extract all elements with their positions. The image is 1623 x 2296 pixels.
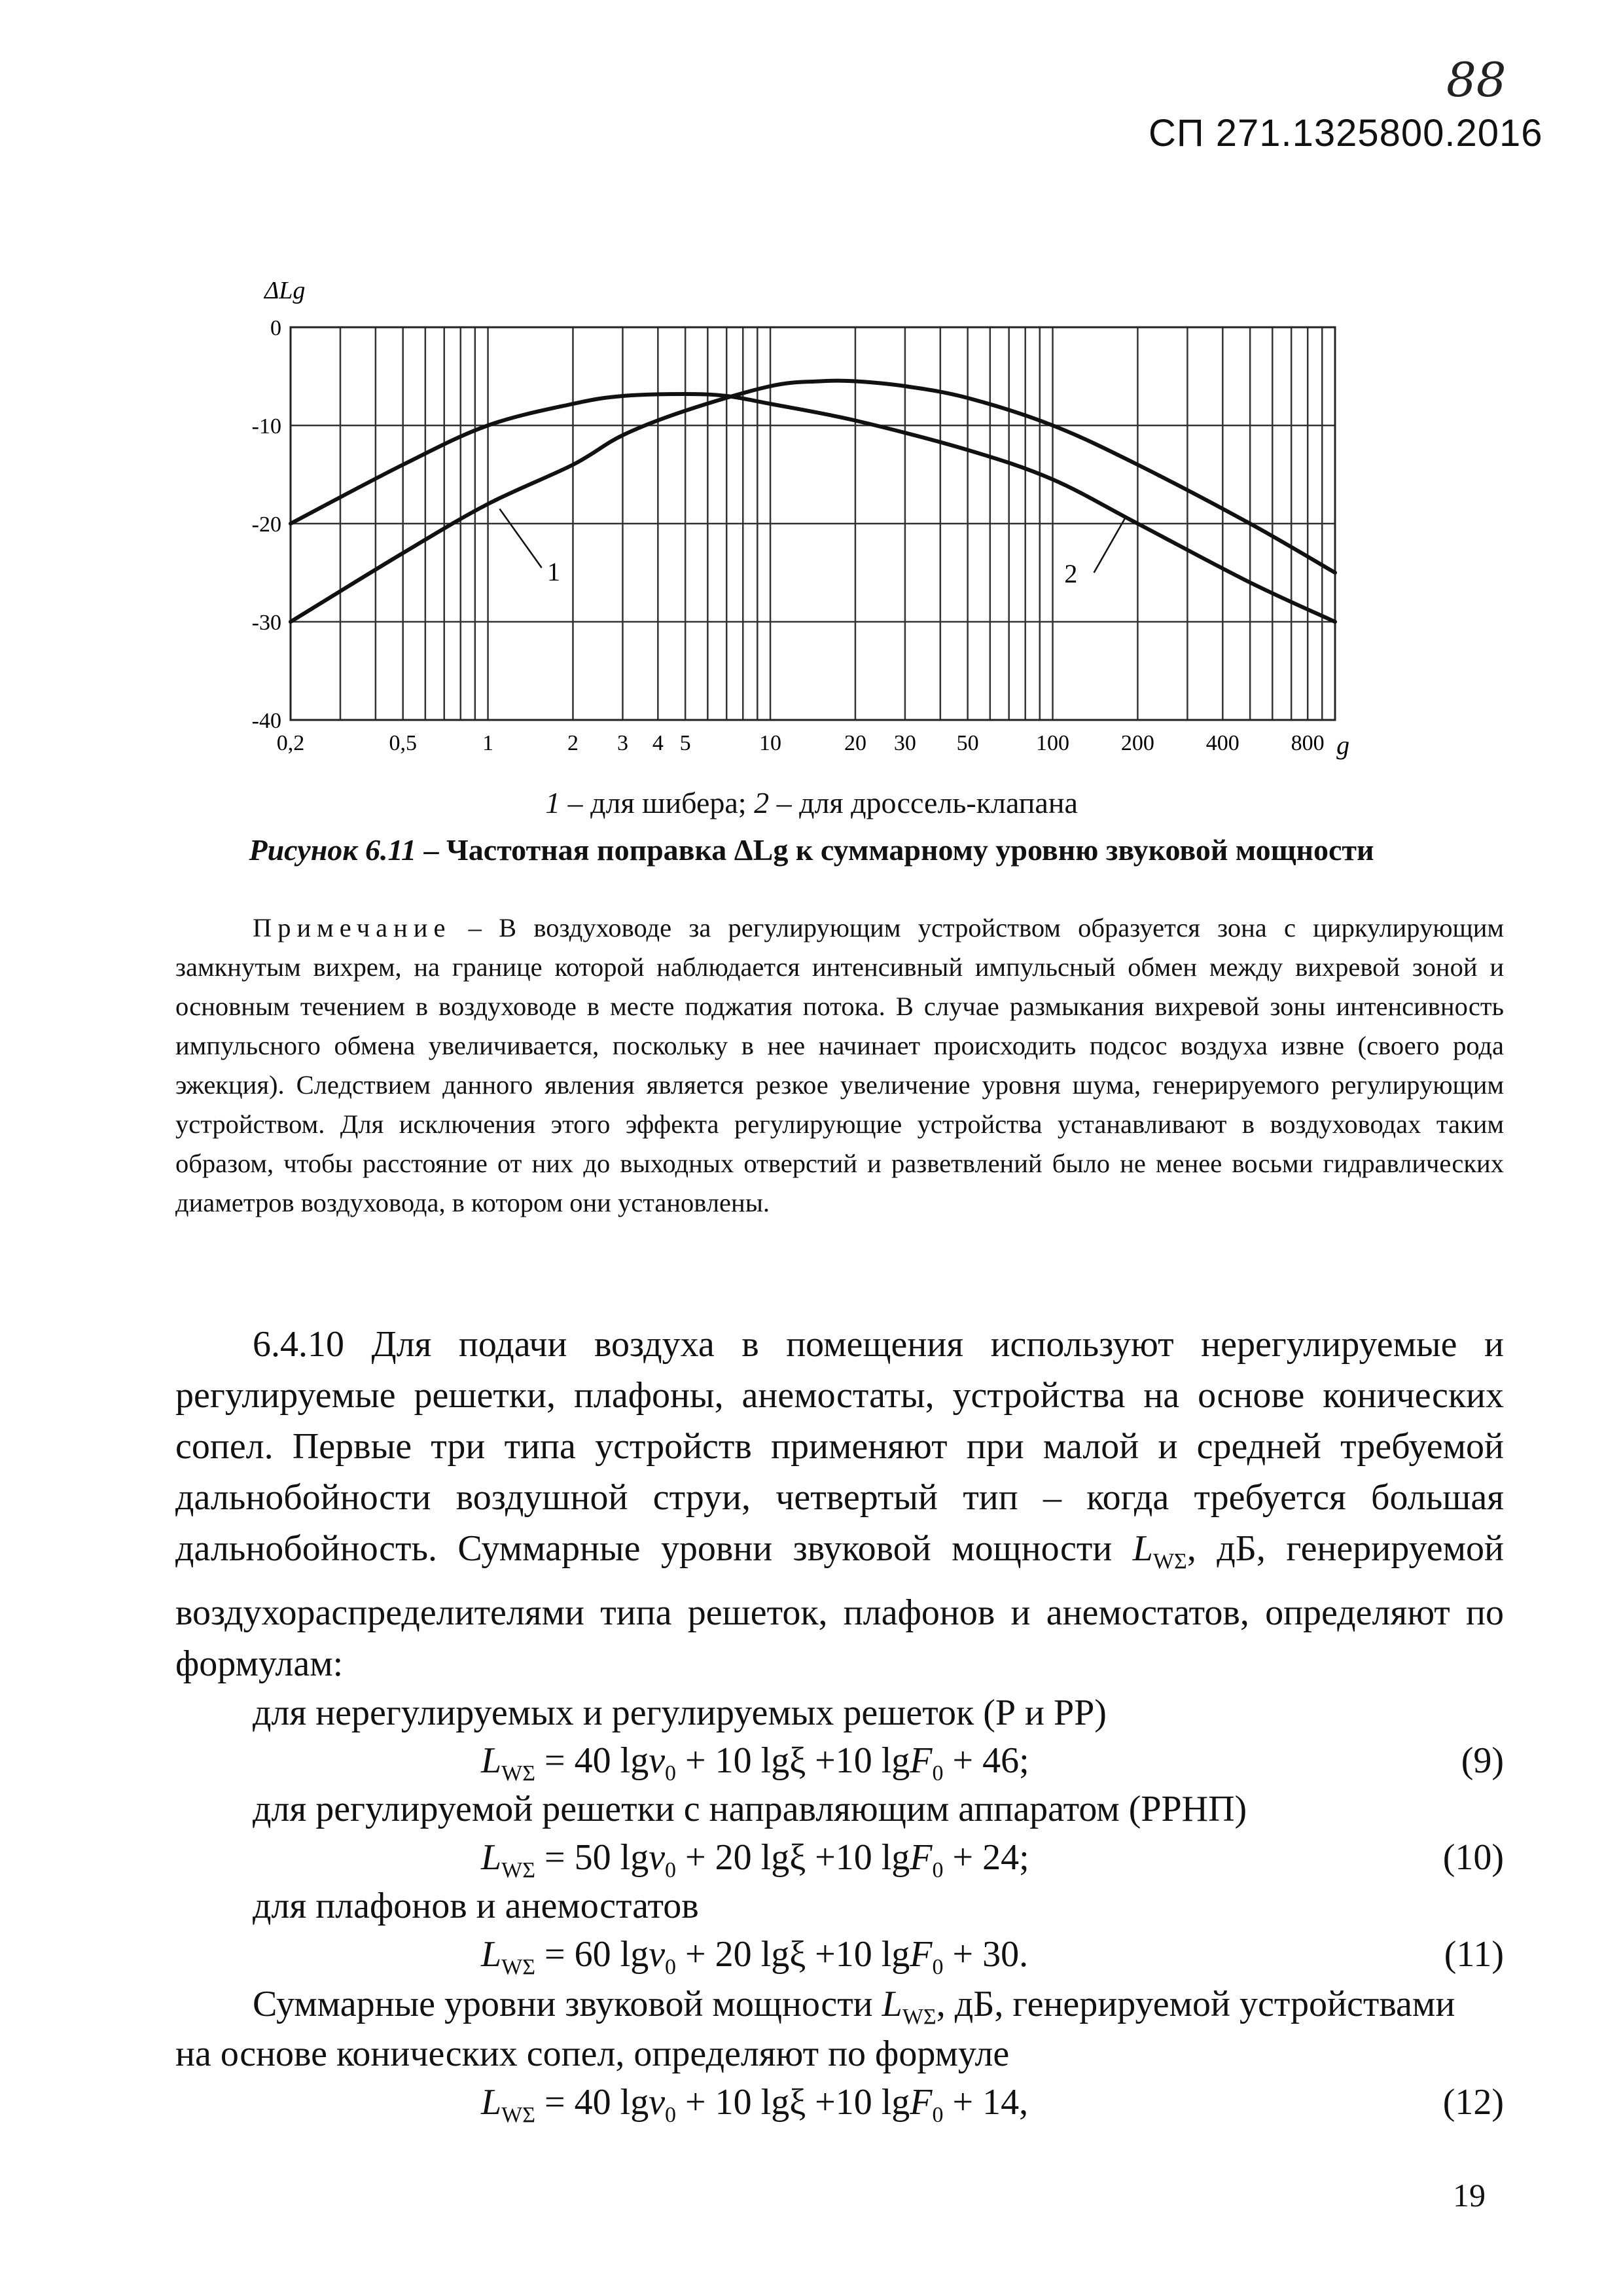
figure-caption [0, 833, 1623, 867]
x-tick-label: 0,2 [276, 731, 305, 755]
clause-symbol: L [1132, 1528, 1153, 1569]
figure-caption-label: Рисунок 6.11 [249, 833, 417, 867]
x-tick-label: 30 [893, 731, 916, 755]
x-tick-label: 3 [616, 731, 628, 755]
note-text: – В воздуховоде за регулирующим устройством образуется зона с циркулирующим замкнутым вихрем, на границе которой наблюдается интенсивный импульсный обмен между вихревой зоной и основным течением в воздуховоде в месте поджатия потока. В случае размыкания вихревой зоны интенсивность импульсного обмена увеличивается, поскольку в нее начинает происходить подсос воздуха извне (своего рода эжекция). Следствием данного явления является резкое увеличение уровня шума, генерируемого регулирующим устройством. Для исключения этого эффекта регулирующие устройства устанавливают в воздуховодах таким образом, чтобы расстояние от них до выходных отверстий и разветвлений было не менее восьми гидравлических диаметров воздуховода, в котором они установлены. [175, 913, 1504, 1217]
x-tick-label: 20 [844, 731, 866, 755]
clause-symbol-sub: WΣ [1152, 1549, 1187, 1574]
x-tick-label: 200 [1120, 731, 1154, 755]
x-tick-label: 100 [1036, 731, 1070, 755]
formula-12: $L_{W\Sigma} = 40$ lgv$_0$ + 10 lgξ +10 lgF$_0$ + 14, [481, 2082, 1029, 2128]
formula-10: $L_{W\Sigma} = 50$ lgv$_0$ + 20 lgξ +10 lgF$_0$ + 24; [481, 1837, 1029, 1883]
chart-svg [236, 262, 1387, 785]
x-tick-label: 10 [759, 731, 782, 755]
y-tick-label: -30 [251, 611, 281, 635]
clause-text-before: 6.4.10 Для подачи воздуха в помещения используют нерегулируемые и регулируемые решетки, плафоны, анемостаты, устройства на основе конических сопел. Первые три типа устройств применяют при малой и средней требуемой дальнобойности воздушной струи, четвертый тип – когда требуется большая дальнобойность. Суммарные уровни звуковой мощности [175, 1324, 1504, 1569]
clause-text-after: , дБ, генерируемой воздухораспределителями типа решеток, плафонов и анемостатов, определяют по формулам: [175, 1528, 1504, 1685]
x-axis-label: g [1336, 730, 1350, 760]
x-tick-label: 50 [956, 731, 979, 755]
document-code: СП 271.1325800.2016 [1149, 112, 1543, 154]
x-tick-label: 2 [567, 731, 579, 755]
closing-line-2: на основе конических сопел, определяют по формуле [175, 2034, 1010, 2074]
legend-item1-text: – для шибера; [560, 786, 755, 819]
formula-12-rhs: = 40 lgv$_0$ + 10 lgξ +10 lgF$_0$ + 14, [535, 2082, 1029, 2128]
x-tick-label: 4 [652, 731, 664, 755]
clause-6-4-10 [175, 1319, 1504, 1689]
formula-9-rhs: = 40 lgv$_0$ + 10 lgξ +10 lgF$_0$ + 46; [535, 1740, 1029, 1786]
y-axis-label: ΔLg [264, 277, 306, 304]
curve-label-1: 1 [546, 557, 560, 586]
formula-12-number: (12) [1442, 2082, 1504, 2123]
formula-11-number: (11) [1444, 1934, 1504, 1975]
x-tick-label: 5 [679, 731, 691, 755]
x-tick-label: 1 [482, 731, 494, 755]
x-tick-label: 0,5 [389, 731, 417, 755]
x-tick-label: 400 [1205, 731, 1240, 755]
figure-legend [0, 785, 1623, 820]
series-2-line [291, 381, 1335, 622]
formula-9: $L_{W\Sigma} = 40$ lgv$_0$ + 10 lgξ +10 lgF$_0$ + 46; [481, 1740, 1029, 1786]
formula-10-intro: для регулируемой решетки с направляющим аппаратом (РРНП) [253, 1789, 1247, 1829]
formula-9-number: (9) [1461, 1740, 1504, 1781]
curve-label-2-leader [1094, 519, 1125, 573]
figure-chart [236, 262, 1387, 785]
legend-item2-number: 2 [754, 786, 770, 819]
y-tick-label: -20 [251, 512, 281, 537]
series-1-line [291, 394, 1335, 622]
y-tick-label: 0 [270, 316, 281, 340]
formula-10-rhs: = 50 lgv$_0$ + 20 lgξ +10 lgF$_0$ + 24; [535, 1837, 1029, 1883]
curve-label-2: 2 [1064, 559, 1078, 588]
y-tick-label: -10 [251, 414, 281, 439]
formula-10-number: (10) [1442, 1837, 1504, 1878]
legend-item2-text: – для дроссель-клапана [769, 786, 1078, 819]
handwritten-page-mark: 88 [1446, 52, 1507, 107]
note-paragraph [175, 908, 1504, 1223]
note-label: Примечание [253, 913, 452, 942]
y-tick-label: -40 [251, 709, 281, 733]
curve-label-1-leader [499, 509, 541, 568]
formula-11-rhs: = 60 lgv$_0$ + 20 lgξ +10 lgF$_0$ + 30. [535, 1934, 1029, 1980]
formula-9-intro: для нерегулируемых и регулируемых решеток (Р и РР) [253, 1693, 1107, 1733]
legend-item1-number: 1 [545, 786, 561, 819]
page-number: 19 [1453, 2177, 1486, 2214]
figure-caption-text: – Частотная поправка ΔLg к суммарному уровню звуковой мощности [416, 833, 1374, 867]
formula-11-intro: для плафонов и анемостатов [253, 1886, 699, 1926]
closing-line-1: Суммарные уровни звуковой мощности $L_{W\Sigma}$, дБ, генерируемой устройствами [253, 1984, 1455, 2030]
formula-11: $L_{W\Sigma} = 60$ lgv$_0$ + 20 lgξ +10 lgF$_0$ + 30. [481, 1934, 1029, 1980]
x-tick-label: 800 [1291, 731, 1325, 755]
